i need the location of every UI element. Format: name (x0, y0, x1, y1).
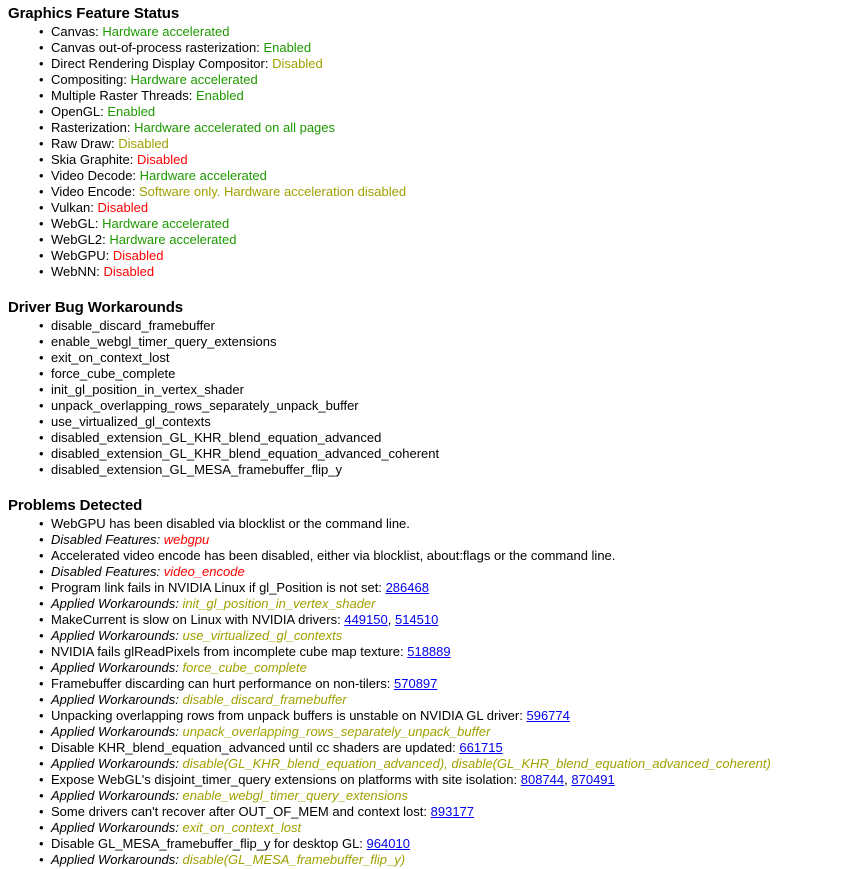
problem-row (8, 836, 854, 852)
applied-workarounds-line (8, 820, 854, 836)
workaround-name: disable_discard_framebuffer (51, 318, 215, 333)
feature-status-value: Hardware accelerated on all pages (134, 120, 336, 135)
problem-description: Program link fails in NVIDIA Linux if gl_Position is not set: (51, 580, 382, 595)
problem-row (8, 612, 854, 628)
feature-status-value: Disabled (137, 152, 188, 167)
detail-value: video_encode (163, 564, 245, 579)
applied-workarounds-line (8, 852, 854, 868)
problem-description: Some drivers can't recover after OUT_OF_MEM and context lost: (51, 804, 428, 819)
problem-description: Accelerated video encode has been disabled, either via blocklist, about:flags or the command line. (51, 548, 616, 563)
feature-status-value: Enabled (196, 88, 244, 103)
feature-name: Rasterization: (51, 120, 131, 135)
feature-name: WebGPU: (51, 248, 110, 263)
feature-status-row (8, 72, 854, 88)
bug-report-link[interactable]: 449150 (344, 612, 388, 627)
driver-bug-workarounds-section (8, 298, 854, 478)
problem-description: Disable KHR_blend_equation_advanced until cc shaders are updated: (51, 740, 456, 755)
bug-report-link[interactable]: 514510 (394, 612, 439, 627)
problem-description: NVIDIA fails glReadPixels from incomplete cube map texture: (51, 644, 404, 659)
detail-label: Applied Workarounds: (51, 692, 179, 707)
problem-row (8, 580, 854, 596)
applied-workarounds-line (8, 756, 854, 772)
detail-value: force_cube_complete (182, 660, 307, 675)
detail-label: Applied Workarounds: (51, 820, 179, 835)
feature-name: WebNN: (51, 264, 100, 279)
detail-value: webgpu (163, 532, 210, 547)
bug-report-link[interactable]: 286468 (385, 580, 429, 595)
bug-report-link[interactable]: 893177 (430, 804, 475, 819)
feature-status-row (8, 264, 854, 280)
feature-status-list (8, 24, 854, 280)
feature-status-row (8, 88, 854, 104)
problem-description: Unpacking overlapping rows from unpack buffers is unstable on NVIDIA GL driver: (51, 708, 523, 723)
applied-workarounds-line (8, 628, 854, 644)
feature-name: WebGL2: (51, 232, 106, 247)
feature-status-row (8, 216, 854, 232)
graphics-feature-status-section (8, 4, 854, 280)
problem-row (8, 516, 854, 532)
bug-report-link[interactable]: 808744 (520, 772, 565, 787)
workaround-name: init_gl_position_in_vertex_shader (51, 382, 244, 397)
driver-bug-workaround-row (8, 366, 854, 382)
feature-status-value: Software only. Hardware acceleration disabled (138, 184, 407, 199)
applied-workarounds-line (8, 596, 854, 612)
problems-detected-title: Problems Detected (8, 497, 143, 514)
driver-bug-workaround-row (8, 446, 854, 462)
detail-value: unpack_overlapping_rows_separately_unpack_buffer (182, 724, 491, 739)
feature-name: Direct Rendering Display Compositor: (51, 56, 269, 71)
feature-status-row (8, 120, 854, 136)
detail-value: disable_discard_framebuffer (182, 692, 347, 707)
detail-label: Applied Workarounds: (51, 852, 179, 867)
problem-row (8, 804, 854, 820)
feature-status-row (8, 136, 854, 152)
problem-description: MakeCurrent is slow on Linux with NVIDIA drivers: (51, 612, 341, 627)
feature-name: Multiple Raster Threads: (51, 88, 193, 103)
driver-bug-workarounds-title: Driver Bug Workarounds (8, 299, 184, 316)
applied-workarounds-line (8, 692, 854, 708)
applied-workarounds-line (8, 660, 854, 676)
bug-report-link[interactable]: 570897 (394, 676, 438, 691)
problem-row (8, 676, 854, 692)
detail-label: Applied Workarounds: (51, 724, 179, 739)
feature-name: Vulkan: (51, 200, 94, 215)
link-separator: , (387, 612, 395, 627)
problem-description: Framebuffer discarding can hurt performance on non-tilers: (51, 676, 391, 691)
workaround-name: exit_on_context_lost (51, 350, 170, 365)
detail-label: Applied Workarounds: (51, 660, 179, 675)
detail-label: Disabled Features: (51, 532, 161, 547)
feature-name: Canvas: (51, 24, 99, 39)
problem-row (8, 644, 854, 660)
problem-row (8, 708, 854, 724)
bug-report-link[interactable]: 964010 (366, 836, 410, 851)
bug-report-link[interactable]: 870491 (571, 772, 615, 787)
problem-description: Expose WebGL's disjoint_timer_query extensions on platforms with site isolation: (51, 772, 518, 787)
detail-label: Applied Workarounds: (51, 628, 179, 643)
workaround-name: disabled_extension_GL_KHR_blend_equation_advanced_coherent (51, 446, 440, 461)
feature-name: Video Encode: (51, 184, 136, 199)
workaround-name: enable_webgl_timer_query_extensions (51, 334, 277, 349)
workaround-name: disabled_extension_GL_MESA_framebuffer_flip_y (51, 462, 342, 477)
detail-value: init_gl_position_in_vertex_shader (182, 596, 376, 611)
workaround-name: use_virtualized_gl_contexts (51, 414, 211, 429)
problems-detected-section (8, 496, 854, 868)
driver-bug-workaround-row (8, 318, 854, 334)
feature-status-value: Disabled (112, 248, 164, 263)
feature-status-value: Disabled (103, 264, 155, 279)
feature-status-row (8, 24, 854, 40)
feature-status-value: Disabled (272, 56, 323, 71)
feature-status-row (8, 56, 854, 72)
feature-name: Skia Graphite: (51, 152, 134, 167)
feature-status-row (8, 168, 854, 184)
driver-bug-workaround-row (8, 414, 854, 430)
driver-bug-workaround-row (8, 334, 854, 350)
feature-name: Compositing: (51, 72, 127, 87)
feature-status-value: Enabled (107, 104, 156, 119)
feature-status-value: Hardware accelerated (102, 216, 230, 231)
driver-bug-workaround-row (8, 398, 854, 414)
problem-row (8, 548, 854, 564)
detail-label: Disabled Features: (51, 564, 161, 579)
feature-status-value: Hardware accelerated (130, 72, 258, 87)
applied-workarounds-line (8, 724, 854, 740)
driver-bug-workaround-row (8, 382, 854, 398)
link-separator: , (564, 772, 572, 787)
disabled-features-line (8, 532, 854, 548)
detail-value: disable(GL_KHR_blend_equation_advanced), disable(GL_KHR_blend_equation_advanced_coherent) (182, 756, 771, 771)
problem-row (8, 772, 854, 788)
detail-label: Applied Workarounds: (51, 788, 179, 803)
feature-status-row (8, 152, 854, 168)
feature-status-value: Disabled (118, 136, 169, 151)
bug-report-link[interactable]: 596774 (526, 708, 570, 723)
feature-status-row (8, 248, 854, 264)
feature-name: OpenGL: (51, 104, 104, 119)
feature-status-value: Hardware accelerated (102, 24, 230, 39)
feature-status-row (8, 200, 854, 216)
feature-status-row (8, 104, 854, 120)
feature-name: Raw Draw: (51, 136, 115, 151)
bug-report-link[interactable]: 518889 (407, 644, 451, 659)
detail-value: use_virtualized_gl_contexts (182, 628, 343, 643)
problem-description: WebGPU has been disabled via blocklist or the command line. (51, 516, 410, 531)
feature-status-value: Hardware accelerated (109, 232, 237, 247)
problem-description: Disable GL_MESA_framebuffer_flip_y for desktop GL: (51, 836, 363, 851)
graphics-feature-status-title: Graphics Feature Status (8, 5, 180, 22)
feature-name: Video Decode: (51, 168, 137, 183)
bug-report-link[interactable]: 661715 (459, 740, 503, 755)
detail-value: disable(GL_MESA_framebuffer_flip_y) (182, 852, 406, 867)
detail-value: enable_webgl_timer_query_extensions (182, 788, 409, 803)
feature-name: Canvas out-of-process rasterization: (51, 40, 260, 55)
detail-value: exit_on_context_lost (182, 820, 302, 835)
feature-status-row (8, 232, 854, 248)
driver-bug-workaround-row (8, 350, 854, 366)
disabled-features-line (8, 564, 854, 580)
driver-bug-workaround-row (8, 430, 854, 446)
workaround-name: disabled_extension_GL_KHR_blend_equation_advanced (51, 430, 382, 445)
applied-workarounds-line (8, 788, 854, 804)
problem-row (8, 740, 854, 756)
feature-name: WebGL: (51, 216, 99, 231)
detail-label: Applied Workarounds: (51, 596, 179, 611)
workaround-name: unpack_overlapping_rows_separately_unpack_buffer (51, 398, 359, 413)
problems-detected-list (8, 516, 854, 868)
workaround-name: force_cube_complete (51, 366, 176, 381)
driver-bug-workaround-row (8, 462, 854, 478)
driver-bug-workarounds-list (8, 318, 854, 478)
feature-status-value: Disabled (97, 200, 149, 215)
feature-status-value: Hardware accelerated (139, 168, 267, 183)
feature-status-row (8, 184, 854, 200)
feature-status-value: Enabled (263, 40, 312, 55)
detail-label: Applied Workarounds: (51, 756, 179, 771)
feature-status-row (8, 40, 854, 56)
